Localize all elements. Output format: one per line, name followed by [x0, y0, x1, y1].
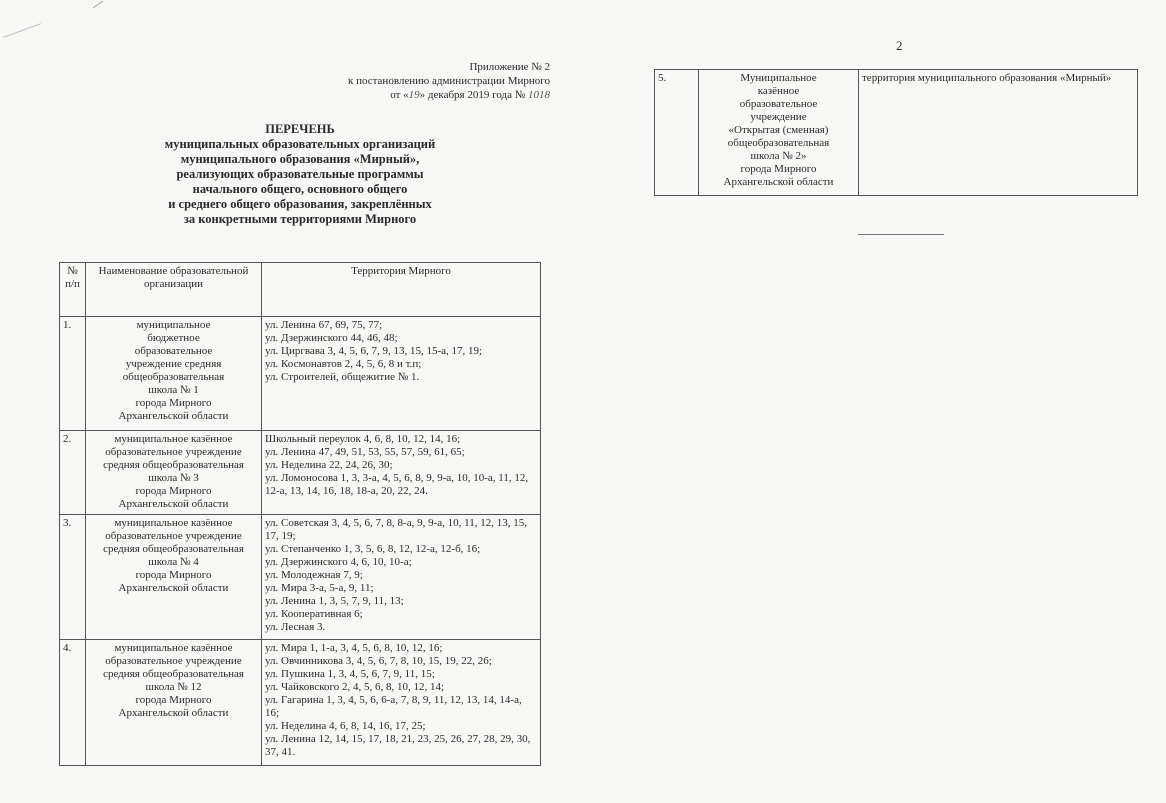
org-line: Архангельской области — [118, 498, 229, 510]
header-num: № п/п — [60, 263, 86, 317]
territory-line: ул. Ленина 12, 14, 15, 17, 18, 21, 23, 25, 26, 27, 28, 29, 30, 37, 41. — [265, 733, 531, 758]
row-territory — [262, 640, 541, 766]
org-line: муниципальное казённое — [114, 517, 233, 529]
org-line: образовательное учреждение — [105, 530, 242, 542]
appendix-line-3 — [300, 88, 550, 102]
org-line: образовательное — [134, 345, 213, 357]
row-org — [86, 640, 262, 766]
org-line: школа № 12 — [145, 681, 202, 693]
territory-line: ул. Дзержинского 44, 46, 48; — [265, 332, 398, 344]
header-territory: Территория Мирного — [262, 263, 541, 317]
scan-mark — [3, 23, 41, 38]
territory-line: ул. Мира 3-а, 5-а, 9, 11; — [265, 582, 374, 594]
org-line: образовательное учреждение — [105, 446, 242, 458]
org-line: общеобразовательная — [727, 137, 830, 149]
title-line: муниципальных образовательных организаций — [164, 137, 436, 151]
row-org — [86, 431, 262, 515]
org-line: школа № 3 — [148, 472, 199, 484]
end-divider — [858, 234, 944, 235]
territory-line: ул. Циргвава 3, 4, 5, 6, 7, 9, 13, 15, 15-а, 17, 19; — [265, 345, 483, 357]
org-line: учреждение средняя — [125, 358, 222, 370]
territory-line: Школьный переулок 4, 6, 8, 10, 12, 14, 16; — [265, 433, 461, 445]
row-num: 4. — [60, 640, 86, 766]
title-line: за конкретными территориями Мирного — [183, 212, 417, 226]
row-territory — [262, 431, 541, 515]
org-line: города Мирного — [740, 163, 817, 175]
territory-line: ул. Космонавтов 2, 4, 5, 6, 8 и т.п; — [265, 358, 422, 370]
org-line: муниципальное казённое — [114, 433, 233, 445]
territory-line: ул. Дзержинского 4, 6, 10, 10-а; — [265, 556, 412, 568]
org-line: Архангельской области — [118, 582, 229, 594]
appendix-block — [300, 60, 550, 102]
table-header-row — [60, 263, 541, 317]
org-line: средняя общеобразовательная — [103, 459, 244, 471]
org-line: казённое — [757, 85, 800, 97]
org-line: Архангельской области — [723, 176, 834, 188]
title-heading: ПЕРЕЧЕНЬ — [265, 122, 335, 136]
org-line: средняя общеобразовательная — [103, 543, 244, 555]
org-line: Архангельской области — [118, 410, 229, 422]
row-num: 1. — [60, 317, 86, 431]
territory-line: ул. Мира 1, 1-а, 3, 4, 5, 6, 8, 10, 12, 16; — [265, 642, 443, 654]
title-line: муниципального образования «Мирный», — [180, 152, 420, 166]
org-line: бюджетное — [147, 332, 200, 344]
territory-line: ул. Пушкина 1, 3, 4, 5, 6, 7, 9, 11, 15; — [265, 668, 435, 680]
row-territory — [262, 317, 541, 431]
row-org — [86, 515, 262, 640]
appendix-date-prefix: от « — [390, 89, 409, 101]
territory-line: ул. Лесная 3. — [265, 621, 326, 633]
org-line: муниципальное казённое — [114, 642, 233, 654]
territory-line: ул. Ленина 1, 3, 5, 7, 9, 11, 13; — [265, 595, 404, 607]
org-line: школа № 1 — [148, 384, 199, 396]
territory-line: ул. Неделина 22, 24, 26, 30; — [265, 459, 393, 471]
org-line: школа № 4 — [148, 556, 199, 568]
appendix-line-1: Приложение № 2 — [469, 61, 550, 73]
row-num: 2. — [60, 431, 86, 515]
table-row — [60, 515, 541, 640]
org-line: Муниципальное — [740, 72, 817, 84]
org-line: Архангельской области — [118, 707, 229, 719]
org-line: города Мирного — [135, 694, 212, 706]
org-line: города Мирного — [135, 485, 212, 497]
row-num: 5. — [655, 70, 699, 196]
territory-line: ул. Ленина 67, 69, 75, 77; — [265, 319, 383, 331]
territory-line: ул. Гагарина 1, 3, 4, 5, 6, 6-а, 7, 8, 9, 11, 12, 13, 14, 14-а, 16; — [265, 694, 522, 719]
territory-line: ул. Кооперативная 6; — [265, 608, 363, 620]
territory-line: ул. Ломоносова 1, 3, 3-а, 4, 5, 6, 8, 9, 9-а, 10, 10-а, 11, 12, 12-а, 13, 14, 16, 18, 18-а, 20, 22, 24. — [265, 472, 529, 497]
table-row — [655, 70, 1138, 196]
appendix-date-middle: » декабря 2019 года № — [419, 89, 526, 101]
row-org — [699, 70, 859, 196]
territory-line: ул. Строителей, общежитие № 1. — [265, 371, 420, 383]
appendix-day: 19 — [408, 89, 420, 101]
org-line: школа № 2» — [750, 150, 807, 162]
row-territory — [859, 70, 1138, 196]
org-line: средняя общеобразовательная — [103, 668, 244, 680]
schools-table-continued — [654, 69, 1138, 196]
org-line: образовательное учреждение — [105, 655, 242, 667]
appendix-line-2: к постановлению администрации Мирного — [347, 75, 550, 87]
document-title — [130, 122, 470, 227]
territory-line: ул. Овчинникова 3, 4, 5, 6, 7, 8, 10, 15, 19, 22, 26; — [265, 655, 492, 667]
row-territory — [262, 515, 541, 640]
schools-table — [59, 262, 541, 766]
title-line: реализующих образовательные программы — [176, 167, 424, 181]
page-number: 2 — [896, 38, 903, 53]
table-row — [60, 431, 541, 515]
org-line: образовательное — [739, 98, 818, 110]
header-org: Наименование образовательной организации — [86, 263, 262, 317]
territory-line: ул. Неделина 4, 6, 8, 14, 16, 17, 25; — [265, 720, 426, 732]
appendix-number: 1018 — [528, 89, 550, 101]
title-line: начального общего, основного общего — [192, 182, 408, 196]
row-num: 3. — [60, 515, 86, 640]
org-line: учреждение — [750, 111, 807, 123]
title-line: и среднего общего образования, закреплённых — [168, 197, 432, 211]
org-line: города Мирного — [135, 397, 212, 409]
org-line: общеобразовательная — [122, 371, 225, 383]
org-line: «Открытая (сменная) — [728, 124, 829, 136]
row-org — [86, 317, 262, 431]
territory-line: ул. Степанченко 1, 3, 5, 6, 8, 12, 12-а, 12-б, 16; — [265, 543, 481, 555]
territory-line: ул. Ленина 47, 49, 51, 53, 55, 57, 59, 61, 65; — [265, 446, 465, 458]
scan-mark — [93, 1, 103, 9]
table-row — [60, 317, 541, 431]
territory-line: территория муниципального образования «Мирный» — [862, 72, 1112, 84]
org-line: муниципальное — [136, 319, 211, 331]
territory-line: ул. Советская 3, 4, 5, 6, 7, 8, 8-а, 9, 9-а, 10, 11, 12, 13, 15, 17, 19; — [265, 517, 527, 542]
table-row — [60, 640, 541, 766]
territory-line: ул. Чайковского 2, 4, 5, 6, 8, 10, 12, 14; — [265, 681, 445, 693]
org-line: города Мирного — [135, 569, 212, 581]
territory-line: ул. Молодежная 7, 9; — [265, 569, 363, 581]
